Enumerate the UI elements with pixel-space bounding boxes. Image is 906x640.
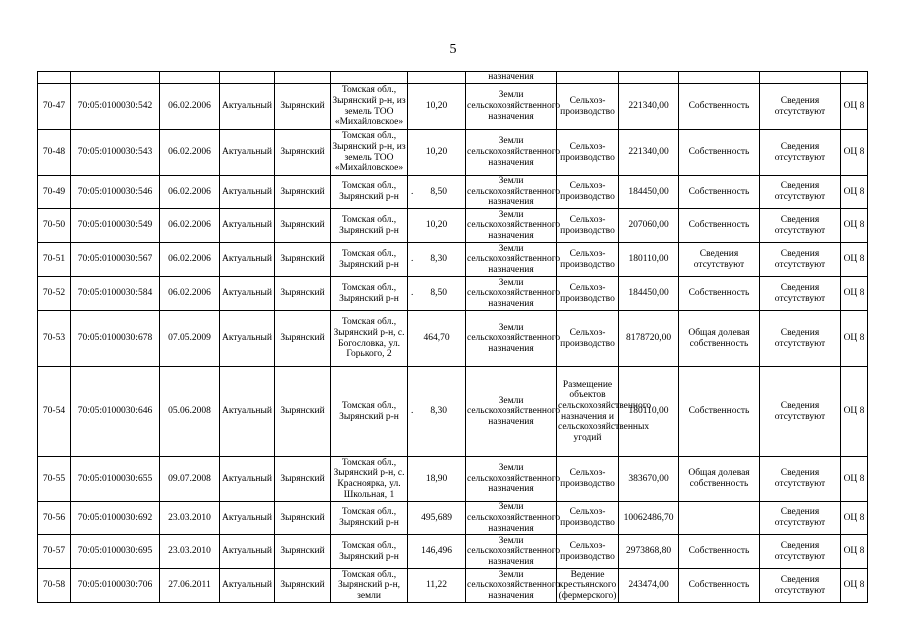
dot-mark: . <box>411 254 414 265</box>
cell-empty <box>557 72 619 84</box>
cell-date: 06.02.2006 <box>160 130 220 176</box>
cell-cadastral-value: 221340,00 <box>619 130 679 176</box>
cell-code: ОЦ 8 <box>841 502 868 535</box>
cell-address: Томская обл., Зырянский р-н, с. Богословка, ул. Горького, 2 <box>331 311 408 367</box>
cell-id: 70-52 <box>38 277 71 311</box>
cell-permitted-use: Сельхоз-производство <box>557 535 619 569</box>
cell-date: 23.03.2010 <box>160 535 220 569</box>
cell-code: ОЦ 8 <box>841 176 868 209</box>
cell-area <box>408 243 466 277</box>
cell-empty <box>760 72 841 84</box>
cell-empty <box>38 72 71 84</box>
cell-date: 06.02.2006 <box>160 209 220 243</box>
cell-info: Сведения отсутствуют <box>760 277 841 311</box>
cell-area: 146,496 <box>408 535 466 569</box>
cell-address: Томская обл., Зырянский р-н <box>331 367 408 457</box>
cell-code: ОЦ 8 <box>841 209 868 243</box>
cell-cadastral-value: 243474,00 <box>619 569 679 603</box>
cell-right-type: Собственность <box>679 176 760 209</box>
cell-info: Сведения отсутствуют <box>760 130 841 176</box>
cell-cadastral-number: 70:05:0100030:695 <box>71 535 160 569</box>
cell-date: 06.02.2006 <box>160 84 220 130</box>
cell-cadastral-value: 383670,00 <box>619 457 679 502</box>
cell-permitted-use: Сельхоз-производство <box>557 277 619 311</box>
cell-id: 70-58 <box>38 569 71 603</box>
cell-empty <box>841 72 868 84</box>
cell-area <box>408 277 466 311</box>
cell-cadastral-number: 70:05:0100030:655 <box>71 457 160 502</box>
cell-empty <box>619 72 679 84</box>
cell-address: Томская обл., Зырянский р-н, из земель ТОО «Михайловское» <box>331 130 408 176</box>
cell-status: Актуальный <box>220 176 275 209</box>
cell-category: Земли сельскохозяйственного назначения <box>466 457 557 502</box>
cell-cadastral-number: 70:05:0100030:567 <box>71 243 160 277</box>
cell-permitted-use: Сельхоз-производство <box>557 502 619 535</box>
cell-category: Земли сельскохозяйственного назначения <box>467 176 561 208</box>
cell-right-type: Собственность <box>679 367 760 457</box>
cell-cadastral-value: 184450,00 <box>619 176 679 209</box>
cell-info: Сведения отсутствуют <box>760 535 841 569</box>
cell-date: 06.02.2006 <box>160 243 220 277</box>
cell-right-type: Общая долевая собственность <box>679 457 760 502</box>
table-row <box>38 535 868 569</box>
cell-code: ОЦ 8 <box>841 311 868 367</box>
cell-district: Зырянский <box>275 367 331 457</box>
cell-category: Земли сельскохозяйственного назначения <box>466 311 557 367</box>
cell-date: 27.06.2011 <box>160 569 220 603</box>
cell-permitted-use: Сельхоз-производство <box>557 457 619 502</box>
cell-empty <box>679 72 760 84</box>
cell-right-type: Собственность <box>679 535 760 569</box>
cell-district: Зырянский <box>275 130 331 176</box>
cell-category: Земли сельскохозяйственного назначения <box>466 84 557 130</box>
cell-cadastral-value: 221340,00 <box>619 84 679 130</box>
cell-cadastral-value: 180110,00 <box>619 367 679 457</box>
cell-cadastral-value: 184450,00 <box>619 277 679 311</box>
table-row <box>38 569 868 603</box>
cell-empty <box>220 72 275 84</box>
area-value: 8,50 <box>430 186 447 197</box>
cell-district: Зырянский <box>275 84 331 130</box>
cell-area: 18,90 <box>408 457 466 502</box>
cell-status: Актуальный <box>220 84 275 130</box>
cell-status: Актуальный <box>220 243 275 277</box>
table-row <box>38 243 868 277</box>
cell-status: Актуальный <box>220 569 275 603</box>
cell-code: ОЦ 8 <box>841 277 868 311</box>
cell-cadastral-number: 70:05:0100030:542 <box>71 84 160 130</box>
cell-category: Земли сельскохозяйственного назначения <box>467 502 561 534</box>
table-body <box>38 72 868 603</box>
cell-district: Зырянский <box>275 457 331 502</box>
cell-right-type: Сведения отсутствуют <box>679 243 760 277</box>
cell-date: 09.07.2008 <box>160 457 220 502</box>
cell-right-type: Собственность <box>679 130 760 176</box>
cell-permitted-use: Сельхоз-производство <box>557 311 619 367</box>
cell-status: Актуальный <box>220 367 275 457</box>
cell-category: назначения <box>466 72 557 84</box>
cell-info: Сведения отсутствуют <box>760 209 841 243</box>
cell-address: Томская обл., Зырянский р-н <box>331 535 408 569</box>
cell-id: 70-53 <box>38 311 71 367</box>
cell-cadastral-number: 70:05:0100030:543 <box>71 130 160 176</box>
cell-code: ОЦ 8 <box>841 569 868 603</box>
cell-id: 70-56 <box>38 502 71 535</box>
table-row-continuation <box>38 72 868 84</box>
cell-cadastral-value: 10062486,70 <box>619 502 679 535</box>
cell-cadastral-number: 70:05:0100030:678 <box>71 311 160 367</box>
cell-district: Зырянский <box>275 209 331 243</box>
cell-right-type: Собственность <box>679 569 760 603</box>
cell-date: 06.02.2006 <box>160 277 220 311</box>
dot-mark: . <box>411 288 414 299</box>
cell-permitted-use: Сельхоз-производство <box>557 130 619 176</box>
table-row <box>38 367 868 457</box>
cell-area: 495,689 <box>408 502 466 535</box>
cell-cadastral-value: 2973868,80 <box>619 535 679 569</box>
cell-info: Сведения отсутствуют <box>760 457 841 502</box>
cell-right-type <box>679 502 760 535</box>
area-value: 8,30 <box>430 254 447 265</box>
cell-info: Сведения отсутствуют <box>760 569 841 603</box>
cell-date: 06.02.2006 <box>160 176 220 209</box>
cell-code: ОЦ 8 <box>841 84 868 130</box>
cell-right-type: Собственность <box>679 277 760 311</box>
cell-cadastral-value: 8178720,00 <box>619 311 679 367</box>
cell-category: Земли сельскохозяйственного назначения <box>466 130 557 176</box>
cell-info: Сведения отсутствуют <box>760 243 841 277</box>
cell-category: Земли сельскохозяйственного назначения <box>467 277 561 309</box>
table-row <box>38 209 868 243</box>
cell-empty <box>275 72 331 84</box>
cell-district: Зырянский <box>275 569 331 603</box>
cell-info: Сведения отсутствуют <box>760 367 841 457</box>
table-row <box>38 130 868 176</box>
cell-status: Актуальный <box>220 209 275 243</box>
cell-code: ОЦ 8 <box>841 367 868 457</box>
cell-area: 464,70 <box>408 311 466 367</box>
cell-category: Земли сельскохозяйственного назначения <box>466 367 557 457</box>
cell-area <box>408 176 466 209</box>
cell-address: Томская обл., Зырянский р-н <box>331 209 408 243</box>
cell-empty <box>71 72 160 84</box>
cell-cadastral-number: 70:05:0100030:546 <box>71 176 160 209</box>
cell-permitted-use: Сельхоз-производство <box>557 243 619 277</box>
table-row <box>38 502 868 535</box>
area-value: 8,30 <box>430 406 447 417</box>
cell-category: Земли сельскохозяйственного назначения <box>467 535 561 568</box>
cell-id: 70-54 <box>38 367 71 457</box>
cell-status: Актуальный <box>220 535 275 569</box>
cell-district: Зырянский <box>275 535 331 569</box>
cell-permitted-use: Сельхоз-производство <box>557 176 619 209</box>
cell-right-type: Собственность <box>679 209 760 243</box>
table-row <box>38 311 868 367</box>
cell-category: Земли сельскохозяйственного назначения <box>467 569 561 602</box>
cell-date: 05.06.2008 <box>160 367 220 457</box>
cell-permitted-use: Сельхоз-производство <box>557 84 619 130</box>
cell-status: Актуальный <box>220 311 275 367</box>
cell-empty <box>160 72 220 84</box>
cell-cadastral-value: 207060,00 <box>619 209 679 243</box>
dot-mark: . <box>411 186 414 197</box>
cell-address: Томская обл., Зырянский р-н <box>331 176 408 209</box>
cell-id: 70-49 <box>38 176 71 209</box>
cell-empty <box>331 72 408 84</box>
cell-district: Зырянский <box>275 176 331 209</box>
cell-date: 07.05.2009 <box>160 311 220 367</box>
cell-area: 10,20 <box>408 84 466 130</box>
cell-area <box>408 367 466 457</box>
cell-category: Земли сельскохозяйственного назначения <box>467 209 561 241</box>
cell-district: Зырянский <box>275 502 331 535</box>
cell-status: Актуальный <box>220 502 275 535</box>
cell-right-type: Собственность <box>679 84 760 130</box>
cell-cadastral-number: 70:05:0100030:692 <box>71 502 160 535</box>
cell-info: Сведения отсутствуют <box>760 311 841 367</box>
cell-id: 70-57 <box>38 535 71 569</box>
cell-permitted-use: Ведение крестьянского (фермерского) <box>557 569 619 603</box>
cell-status: Актуальный <box>220 130 275 176</box>
cell-cadastral-value: 180110,00 <box>619 243 679 277</box>
cell-address: Томская обл., Зырянский р-н, земли <box>331 569 408 603</box>
cell-address: Томская обл., Зырянский р-н <box>331 277 408 311</box>
cell-address: Томская обл., Зырянский р-н, с. Красноярка, ул. Школьная, 1 <box>331 457 408 502</box>
cell-code: ОЦ 8 <box>841 243 868 277</box>
cell-category: Земли сельскохозяйственного назначения <box>467 243 561 275</box>
page-number: 5 <box>449 42 457 57</box>
cell-district: Зырянский <box>275 277 331 311</box>
cell-id: 70-48 <box>38 130 71 176</box>
cell-cadastral-number: 70:05:0100030:549 <box>71 209 160 243</box>
cell-id: 70-51 <box>38 243 71 277</box>
cell-status: Актуальный <box>220 277 275 311</box>
table-row <box>38 457 868 502</box>
cell-area: 10,20 <box>408 209 466 243</box>
dot-mark: . <box>411 406 414 417</box>
cell-code: ОЦ 8 <box>841 535 868 569</box>
cell-date: 23.03.2010 <box>160 502 220 535</box>
cell-cadastral-number: 70:05:0100030:584 <box>71 277 160 311</box>
cell-empty <box>408 72 466 84</box>
cell-permitted-use: Сельхоз-производство <box>557 209 619 243</box>
cell-area: 10,20 <box>408 130 466 176</box>
cell-info: Сведения отсутствуют <box>760 84 841 130</box>
table-row <box>38 84 868 130</box>
cell-area: 11,22 <box>408 569 466 603</box>
table-row <box>38 277 868 311</box>
cell-address: Томская обл., Зырянский р-н <box>331 243 408 277</box>
cell-cadastral-number: 70:05:0100030:706 <box>71 569 160 603</box>
land-plots-table <box>37 71 868 603</box>
cell-address: Томская обл., Зырянский р-н <box>331 502 408 535</box>
cell-info: Сведения отсутствуют <box>760 502 841 535</box>
cell-address: Томская обл., Зырянский р-н, из земель ТОО «Михайловское» <box>331 84 408 130</box>
cell-permitted-use: Размещение объектов сельскохозяйственного назначения и сельскохозяйственных угодий <box>557 367 619 457</box>
cell-status: Актуальный <box>220 457 275 502</box>
table-row <box>38 176 868 209</box>
cell-id: 70-47 <box>38 84 71 130</box>
cell-cadastral-number: 70:05:0100030:646 <box>71 367 160 457</box>
cell-code: ОЦ 8 <box>841 457 868 502</box>
area-value: 8,50 <box>430 288 447 299</box>
cell-district: Зырянский <box>275 243 331 277</box>
cell-district: Зырянский <box>275 311 331 367</box>
cell-right-type: Общая долевая собственность <box>679 311 760 367</box>
cell-info: Сведения отсутствуют <box>760 176 841 209</box>
cell-id: 70-50 <box>38 209 71 243</box>
cell-id: 70-55 <box>38 457 71 502</box>
cell-code: ОЦ 8 <box>841 130 868 176</box>
